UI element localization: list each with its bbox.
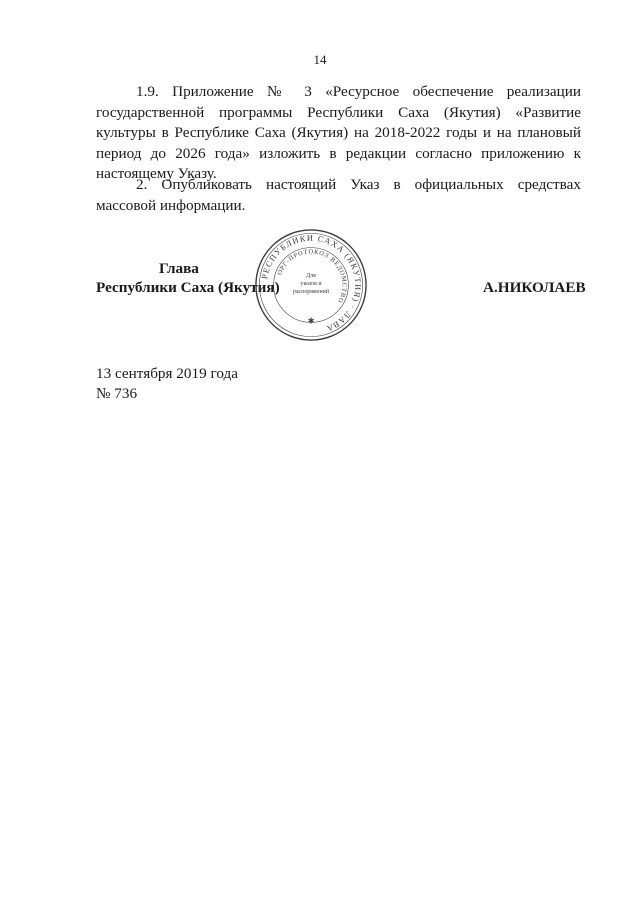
paragraph-1: 1.9. Приложение № 3 «Ресурсное обеспечение реализации государственной программы Республики Саха (Якутия) «Развитие культуры в Республике Саха (Якутия) на 2018-2022 годы и на плановый период до 2026 года» изложить в редакции согласно приложению к настоящему Указу.	[96, 83, 581, 182]
signatory-title-line-2: Республики Саха (Якутия)	[96, 279, 280, 296]
document-number: № 736	[96, 385, 138, 402]
page-number: 14	[313, 52, 327, 67]
document-date: 13 сентября 2019 года	[96, 365, 238, 382]
seal-inner-text: ОРГ-ПРОТОКОЛ ВЕДОМСТВО	[276, 248, 348, 305]
seal-center-line-3: распоряжений	[293, 288, 329, 295]
seal-center-line-2: указов и	[300, 281, 322, 287]
signatory-title-line-1: Глава	[159, 260, 199, 277]
seal-star-icon: ✱	[307, 316, 315, 326]
official-seal	[252, 226, 370, 344]
signatory-name: А.НИКОЛАЕВ	[483, 279, 586, 296]
seal-outer-text: РЕСПУБЛИКИ САХА (ЯКУТИЯ) · ЛАВА	[260, 233, 363, 334]
paragraph-2: 2. Опубликовать настоящий Указ в официальных средствах массовой информации.	[96, 176, 581, 214]
seal-center-line-1: Для	[306, 273, 316, 280]
